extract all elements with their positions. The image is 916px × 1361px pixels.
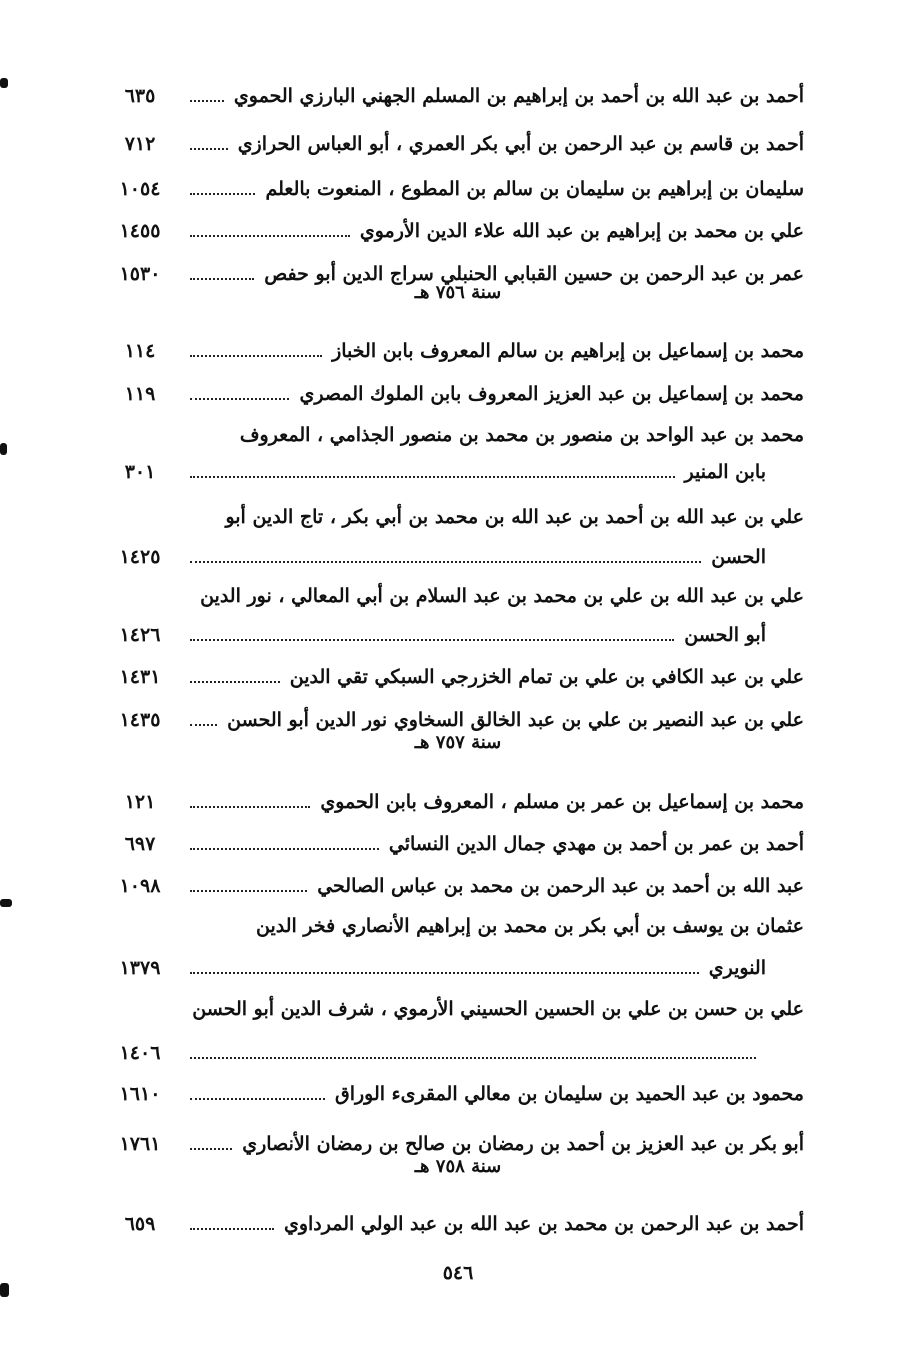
leader-dots (190, 723, 217, 726)
entry-number: ٦٩٧ (124, 833, 156, 855)
margin-mark (0, 899, 12, 907)
margin-mark (0, 443, 7, 455)
leader-dots (190, 680, 280, 683)
entry-name: علي بن عبد الله بن علي بن محمد بن عبد السلام بن أبي المعالي ، نور الدين (200, 585, 804, 607)
index-entry (100, 694, 804, 734)
entry-name: أحمد بن عبد الرحمن بن محمد بن عبد الله بن عبد الولي المرداوي (283, 1213, 804, 1235)
leader-dots (190, 560, 701, 563)
entry-continuation: بابن المنير (684, 461, 766, 483)
leader-dots (190, 971, 699, 974)
entry-number: ٦٥٩ (124, 1213, 156, 1235)
index-entry (100, 368, 804, 408)
entry-name: علي بن عبد النصير بن علي بن عبد الخالق السخاوي نور الدين أبو الحسن (227, 709, 804, 731)
leader-dots (190, 1147, 232, 1150)
entry-number: ١٤٣٥ (119, 709, 161, 731)
entry-name: محمود بن عبد الحميد بن سليمان بن معالي المقرىء الوراق (334, 1083, 804, 1105)
entry-name: أحمد بن عبد الله بن أحمد بن إبراهيم بن المسلم الجهني البارزي الحموي (233, 85, 804, 107)
entry-number: ٦٣٥ (124, 85, 156, 107)
leader-dots (190, 277, 254, 280)
entry-name: علي بن عبد الله بن أحمد بن عبد الله بن محمد بن أبي بكر ، تاج الدين أبو (225, 506, 804, 528)
entry-name: عثمان بن يوسف بن أبي بكر بن محمد بن إبراهيم الأنصاري فخر الدين (255, 915, 804, 937)
entry-number: ١٠٩٨ (119, 875, 161, 897)
index-entry (100, 531, 766, 571)
leader-dots (190, 847, 379, 850)
index-entry (100, 70, 804, 110)
entry-name: أحمد بن قاسم بن عبد الرحمن بن أبي بكر العمري ، أبو العباس الحرازي (237, 133, 804, 155)
leader-dots (190, 638, 674, 641)
leader-dots (190, 475, 675, 478)
index-entry-line (170, 409, 804, 449)
entry-number: ١١٩ (124, 383, 156, 405)
index-entry (100, 446, 766, 486)
index-entry (100, 651, 804, 691)
entry-continuation: أبو الحسن (684, 624, 766, 646)
index-entry-line (170, 900, 804, 940)
entry-name: عبد الله بن أحمد بن عبد الرحمن بن محمد بن عباس الصالحي (317, 875, 804, 897)
entry-name: محمد بن إسماعيل بن عمر بن مسلم ، المعروف بابن الحموي (320, 791, 804, 813)
entry-name: علي بن حسن بن علي بن الحسين الحسيني الأرموي ، شرف الدين أبو الحسن (192, 998, 804, 1020)
entry-continuation: النويري (708, 957, 766, 979)
leader-dots (190, 805, 310, 808)
leader-dots (190, 1097, 325, 1100)
entry-number: ١٣٧٩ (119, 957, 161, 979)
entry-number: ١٤٥٥ (119, 220, 161, 242)
index-entry (100, 1198, 804, 1238)
margin-mark (0, 1283, 9, 1297)
leader-dots (190, 234, 350, 237)
entry-number: ١٧٦١ (119, 1133, 161, 1155)
entry-number: ١٤٣١ (119, 666, 161, 688)
index-entry (100, 1027, 766, 1067)
entry-number: ١١٤ (124, 340, 156, 362)
leader-dots (190, 889, 307, 892)
entry-name: محمد بن إسماعيل بن عبد العزيز المعروف بابن الملوك المصري (299, 383, 804, 405)
entry-name: سليمان بن إبراهيم بن سليمان بن سالم بن المطوع ، المنعوت بالعلم (265, 178, 804, 200)
entry-name: عمر بن عبد الرحمن بن حسين القبابي الحنبلي سراج الدين أبو حفص (264, 263, 804, 285)
entry-continuation: الحسن (711, 546, 766, 568)
margin-mark (0, 78, 8, 88)
entry-number: ١٠٥٤ (119, 178, 161, 200)
year-heading: سنة ٧٥٦ هـ (414, 282, 502, 303)
index-entry-line (170, 570, 804, 610)
entry-number: ١٤٠٦ (119, 1042, 161, 1064)
entry-number: ٣٠١ (124, 461, 156, 483)
leader-dots (190, 397, 289, 400)
entry-number: ١٥٣٠ (119, 263, 161, 285)
entry-name: علي بن عبد الكافي بن علي بن تمام الخزرجي السبكي تقي الدين (289, 666, 804, 688)
index-entry (100, 1118, 804, 1158)
entry-name: محمد بن عبد الواحد بن منصور بن محمد بن منصور الجذامي ، المعروف (239, 424, 804, 446)
index-entry (100, 609, 766, 649)
page-number: ٥٤٦ (442, 1262, 474, 1284)
entry-number: ٧١٢ (124, 133, 156, 155)
index-entry (100, 118, 804, 158)
index-entry (100, 325, 804, 365)
leader-dots (190, 99, 224, 102)
entry-name: علي بن محمد بن إبراهيم بن عبد الله علاء الدين الأرموي (359, 220, 804, 242)
leader-dots (190, 354, 322, 357)
index-entry-line (170, 983, 804, 1023)
index-entry (100, 776, 804, 816)
index-entry (100, 942, 766, 982)
leader-dots (190, 1227, 274, 1230)
year-heading: سنة ٧٥٧ هـ (414, 732, 502, 753)
entry-name: أبو بكر بن عبد العزيز بن أحمد بن رمضان بن صالح بن رمضان الأنصاري (242, 1133, 804, 1155)
index-entry (100, 1068, 804, 1108)
entry-name: محمد بن إسماعيل بن إبراهيم بن سالم المعروف بابن الخباز (332, 340, 804, 362)
entry-number: ١٦١٠ (119, 1083, 161, 1105)
year-heading: سنة ٧٥٨ هـ (414, 1156, 502, 1177)
index-entry (100, 163, 804, 203)
entry-name: أحمد بن عمر بن أحمد بن مهدي جمال الدين النسائي (388, 833, 804, 855)
entry-number: ١٤٢٥ (119, 546, 161, 568)
index-entry (100, 205, 804, 245)
entry-number: ١٤٢٦ (119, 624, 161, 646)
leader-dots (190, 192, 255, 195)
leader-dots (190, 147, 228, 150)
leader-dots (190, 1056, 756, 1059)
index-entry (100, 860, 804, 900)
index-entry (100, 818, 804, 858)
entry-number: ١٢١ (124, 791, 156, 813)
index-entry-line (170, 491, 804, 531)
